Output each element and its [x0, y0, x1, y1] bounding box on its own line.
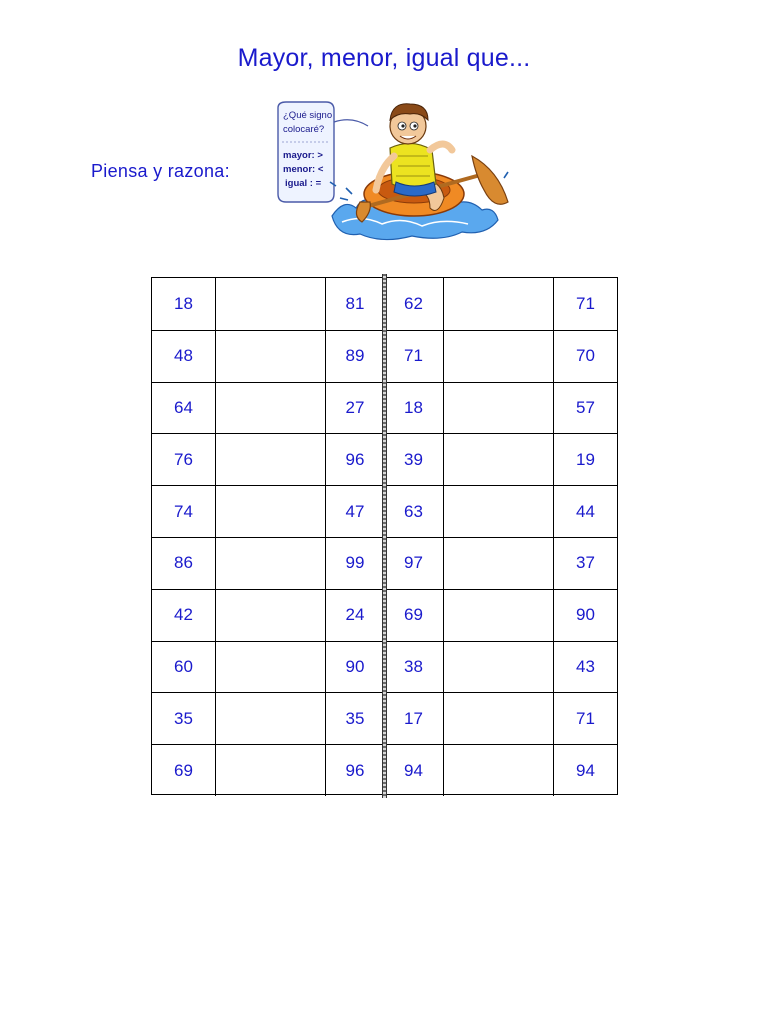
instruction-label: Piensa y razona: [91, 161, 230, 181]
right-answer-box[interactable] [444, 434, 554, 485]
bubble-question-line1: ¿Qué signo [283, 110, 333, 121]
right-number-a: 94 [384, 745, 444, 796]
left-answer-box[interactable] [216, 486, 326, 537]
left-number-a: 74 [152, 486, 216, 537]
left-answer-box[interactable] [216, 434, 326, 485]
right-number-a: 69 [384, 590, 444, 641]
right-number-b: 44 [576, 501, 595, 521]
left-number-a: 48 [152, 331, 216, 382]
right-number-a: 63 [384, 486, 444, 537]
speech-bubble [278, 102, 368, 202]
right-number-b: 43 [576, 656, 595, 676]
left-number-b: 99 [345, 553, 365, 573]
right-answer-box[interactable] [444, 538, 554, 589]
bubble-mayor: mayor: > [283, 150, 323, 161]
right-number-a: 71 [384, 331, 444, 382]
left-number-b: 89 [345, 346, 365, 366]
right-number-a: 18 [384, 383, 444, 434]
left-answer-box[interactable] [216, 642, 326, 693]
left-number-b: 96 [345, 449, 365, 469]
right-answer-box[interactable] [444, 745, 554, 796]
right-answer-box[interactable] [444, 693, 554, 744]
left-number-b: 24 [345, 605, 365, 625]
left-number-a: 76 [152, 434, 216, 485]
left-number-a: 64 [152, 383, 216, 434]
right-number-a: 17 [384, 693, 444, 744]
bubble-igual: igual : = [285, 178, 322, 189]
bubble-question-line2: colocaré? [283, 124, 325, 135]
left-answer-box[interactable] [216, 538, 326, 589]
left-number-b: 81 [345, 293, 365, 313]
left-number-b: 90 [345, 656, 365, 676]
left-number-a: 18 [152, 278, 216, 330]
left-number-b: 35 [345, 708, 365, 728]
left-number-b: 96 [345, 760, 365, 780]
left-number-a: 42 [152, 590, 216, 641]
right-number-b: 37 [576, 553, 595, 573]
right-number-b: 57 [576, 397, 595, 417]
comparison-table [151, 277, 618, 795]
right-number-b: 19 [576, 449, 595, 469]
right-number-b: 90 [576, 605, 595, 625]
right-number-a: 39 [384, 434, 444, 485]
left-number-a: 35 [152, 693, 216, 744]
right-answer-box[interactable] [444, 642, 554, 693]
left-answer-box[interactable] [216, 278, 326, 330]
left-number-a: 86 [152, 538, 216, 589]
right-answer-box[interactable] [444, 590, 554, 641]
right-number-a: 38 [384, 642, 444, 693]
bubble-menor: menor: < [283, 164, 324, 175]
left-answer-box[interactable] [216, 590, 326, 641]
right-answer-box[interactable] [444, 486, 554, 537]
right-answer-box[interactable] [444, 278, 554, 330]
page-title: Mayor, menor, igual que... [237, 44, 531, 72]
right-answer-box[interactable] [444, 383, 554, 434]
center-rope-divider [382, 274, 387, 798]
boy-in-boat-illustration [272, 98, 524, 244]
right-number-b: 70 [576, 346, 595, 366]
left-answer-box[interactable] [216, 745, 326, 796]
right-number-a: 62 [384, 278, 444, 330]
right-number-b: 71 [576, 708, 595, 728]
left-number-a: 69 [152, 745, 216, 796]
right-number-b: 71 [576, 293, 595, 313]
left-answer-box[interactable] [216, 693, 326, 744]
right-number-b: 94 [576, 760, 595, 780]
left-number-b: 47 [345, 501, 365, 521]
left-number-a: 60 [152, 642, 216, 693]
left-answer-box[interactable] [216, 383, 326, 434]
left-number-b: 27 [345, 397, 365, 417]
right-answer-box[interactable] [444, 331, 554, 382]
right-number-a: 97 [384, 538, 444, 589]
left-answer-box[interactable] [216, 331, 326, 382]
